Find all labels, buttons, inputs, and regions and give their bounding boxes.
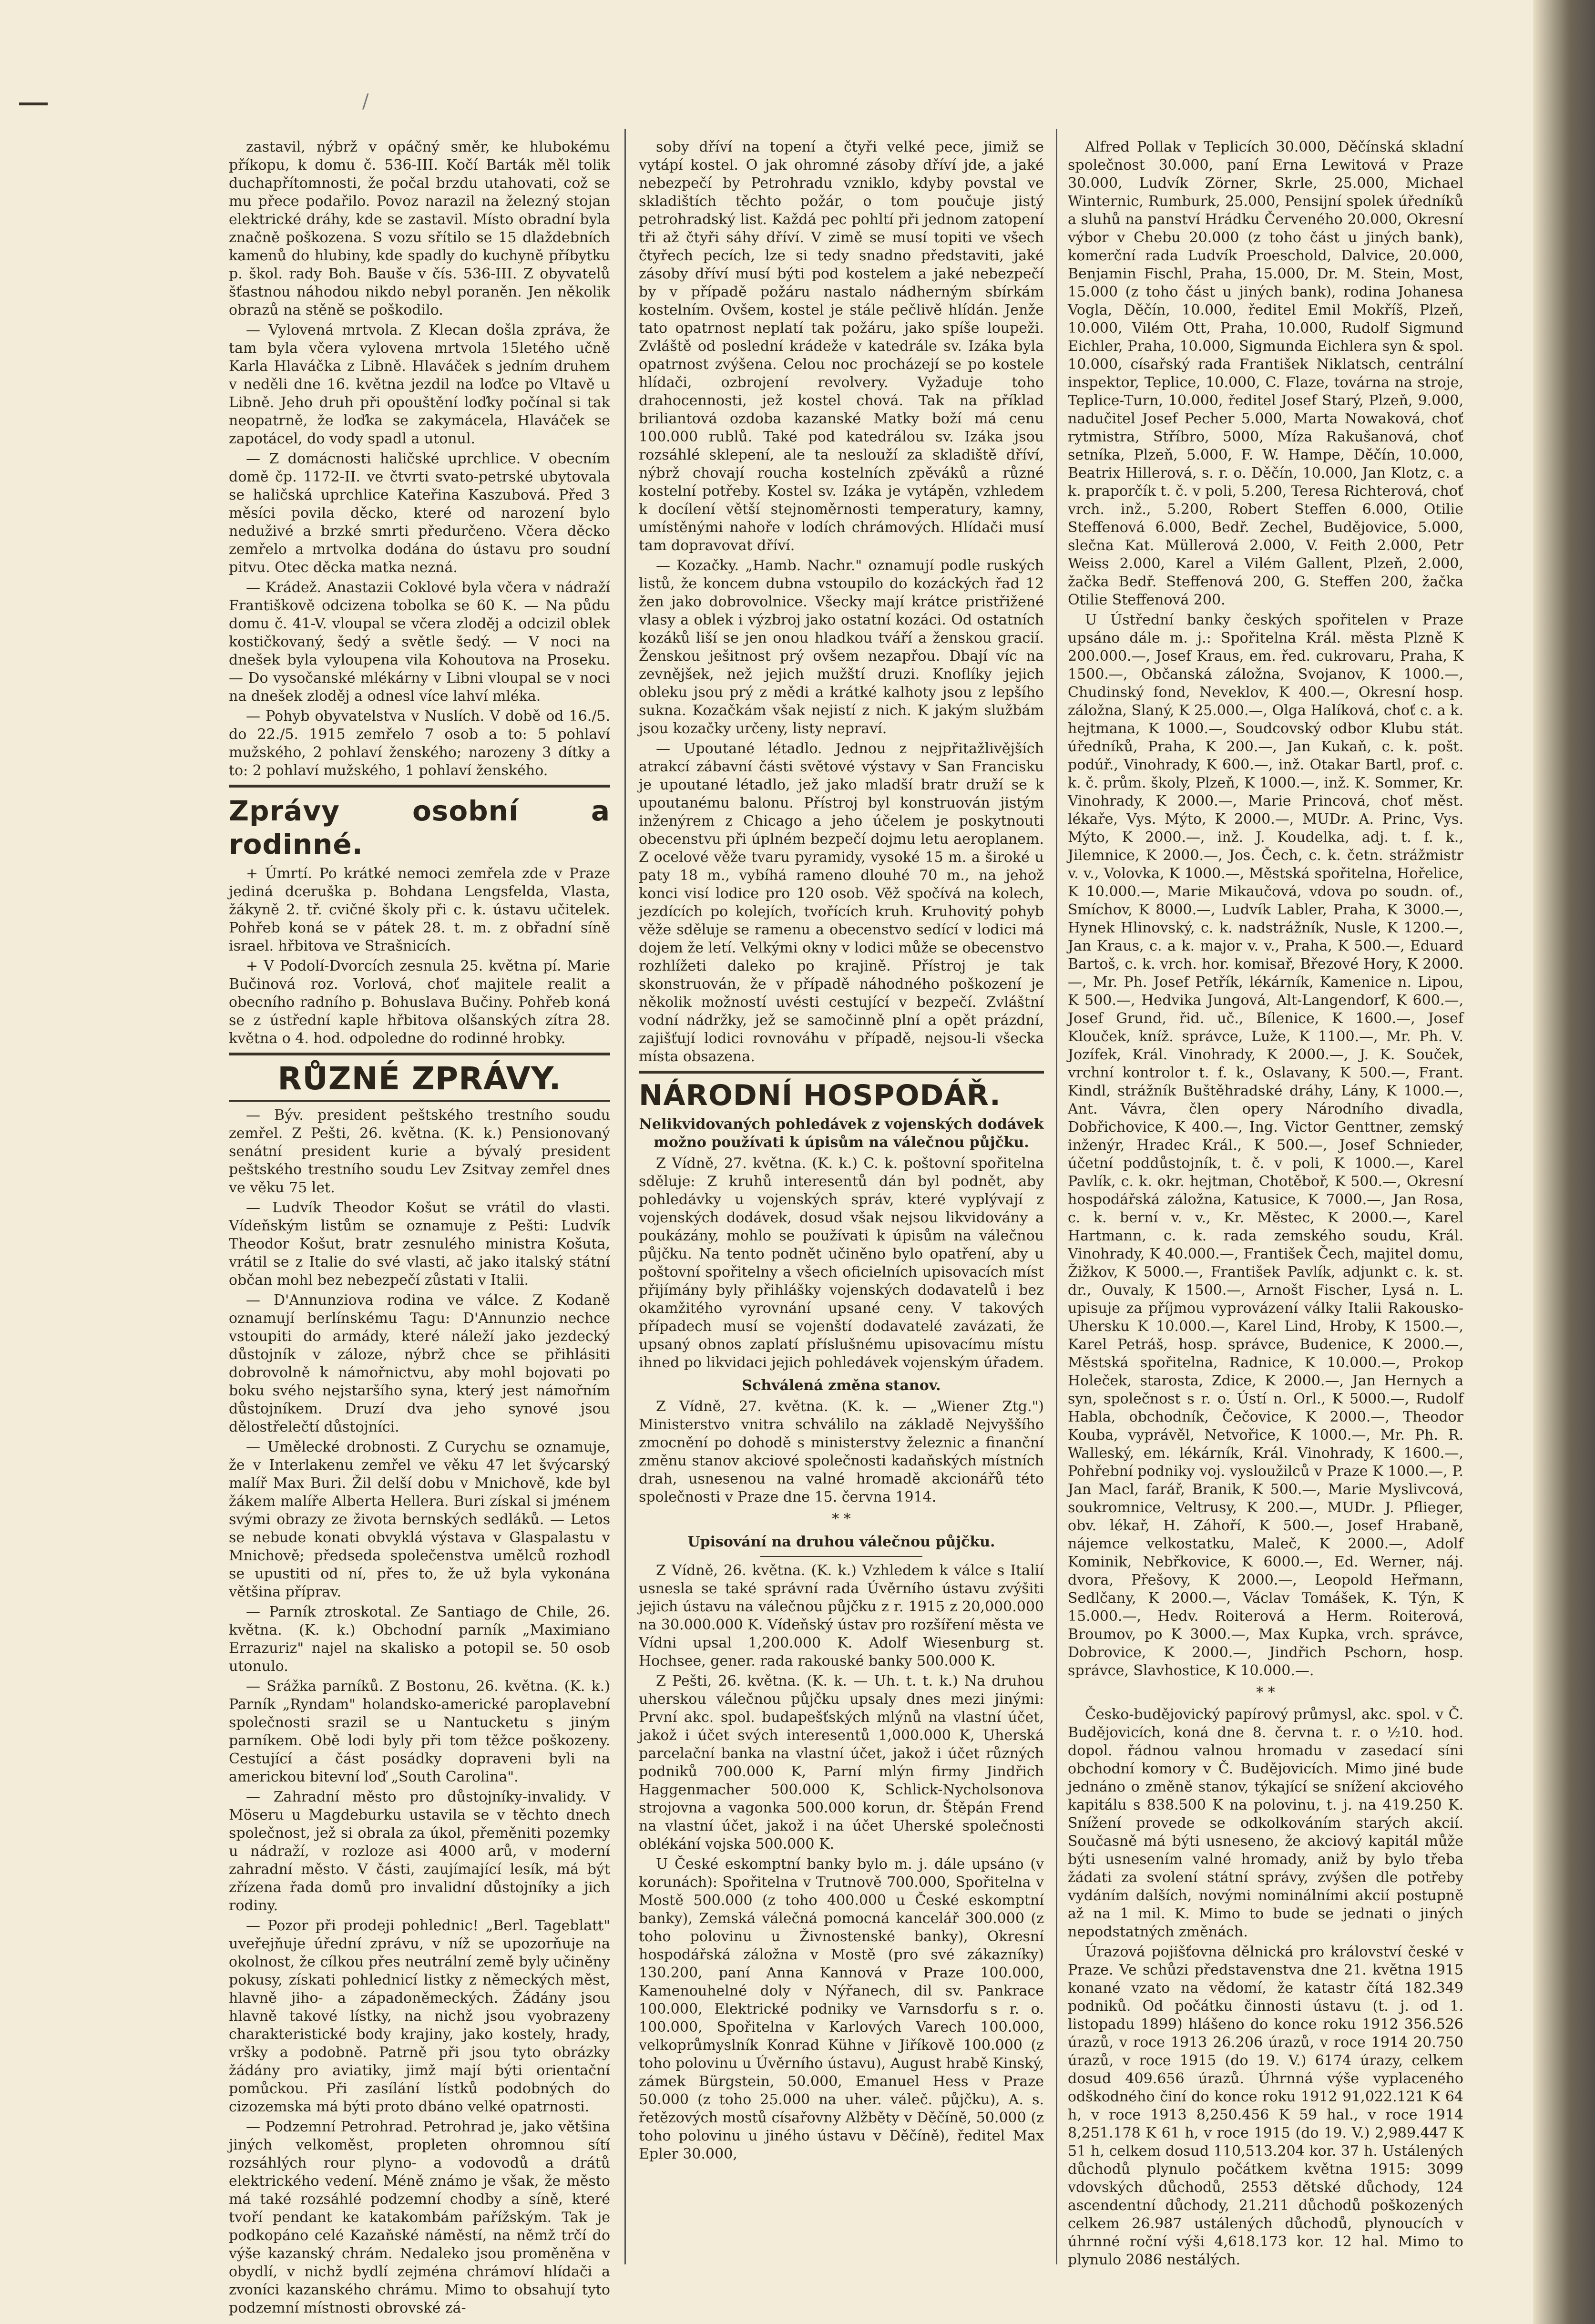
column-3 — [1068, 138, 1463, 2268]
section-title-personal: Zprávy osobní a rodinné. — [229, 795, 610, 860]
article-accident-insurance: Úrazová pojišťovna dělnická pro království české v Praze. Ve schůzi představenstva dne 21. května 1915 konané vzato na vědomí, že katastr čítá 182.349 podniků. Od počátku činnosti ústavu (t. j. od 1. listopadu 1899) hlášeno do konce roku 1912 356.526 úrazů, v roce 1913 26.206 úrazů, v roce 1914 20.750 úrazů, v roce 1915 (do 19. V.) 6174 úrazy, celkem dosud 409.656 úrazů. Úhrnná výše vyplaceného odškodného činí do konce roku 1912 91,022.121 K 64 h, v roce 1913 8,250.456 K 59 hal., v roce 1914 8,251.178 K 61 h, v roce 1915 (do 19. V.) 2,989.447 K 51 h, celkem dosud 110,513.204 kor. 37 h. Ustálených důchodů plynulo počátkem května 1915: 3099 vdovských důchodů, 2553 dětské důchody, 124 ascendentní důchody, 21.211 důchodů poškozených celkem 26.987 ustálených důchodů, plynoucích v úhrnné roční výši 4,618.173 kor. 12 hal. Mimo to plynulo 2086 nestálých. — [1068, 1944, 1463, 2268]
subheading-statutes: Schválená změna stanov. — [742, 1377, 941, 1394]
article-paper-industry: Česko-budějovický papírový průmysl, akc. spol. v Č. Budějovicích, koná dne 8. června t. r. o ½10. hod. dopol. řádnou valnou hromadu v zasedací síni obchodní komory v Č. Budějovicích. Mimo jiné bude jednáno o změně stanov, týkající se snížení akciového kapitálu s 838.500 K na polovinu, t. j. na 419.250 K. Snížení provede se odkolkováním starých akcií. Současně má býti usneseno, že akciový kapitál může býti usnesením valné hromady, aniž by bylo třeba žádati za svolení státní správy, zvýšen dle potřeby vydáním dalších, novými nominálními akcií postupně až na 1 mil. K. Mimo to bude se jednati o jiných nepodstatných změnách. — [1068, 1706, 1463, 1940]
subheading-subscriptions: Upisování na druhou válečnou půjčku. — [687, 1534, 995, 1550]
obituary-vlasta: + Úmrtí. Po krátké nemoci zemřela zde v Praze jediná dceruška p. Bohdana Lengsfelda, Vlasta, žákyně 2. tř. cvičné školy při c. k. ústavu učitelek. Pohřeb koná se v pátek 28. t. m. z obřadní síně israel. hřbitova ve Strašnicích. — [229, 865, 610, 954]
article-kosut: — Ludvík Theodor Košut se vrátil do vlasti. Vídeňským listům se oznamuje z Pešti: Ludvík Theodor Košut, bratr zesnulého ministra Košuta, vrátil se z Italie do své vlasti, ač jako italský státní občan mohl bez nebezpečí zůstati v Italii. — [229, 1199, 610, 1289]
article-shipwreck: — Parník ztroskotal. Ze Santiago de Chile, 26. května. (K. k.) Obchodní parník „Maximiano Errazuriz" najel na skalisko a potopil se. 50 osob utonulo. — [229, 1604, 610, 1675]
article-cossack-women: — Kozačky. „Hamb. Nachr." oznamují podle ruských listů, že koncem dubna vstoupilo do kozáckých řad 12 žen jako dobrovolnice. Všecky mají krátce pristřižené vlasy a oblek i výzbroj jako ostatní kozáci. Od ostatních kozáků liší se jen onou hladkou tváří a ženskou gracií. Ženskou ješitnost prý ovšem nezapřou. Dbají víc na zevnějšek, než jejich mužští druzi. Knoflíky jejich obleku jsou prý z mědi a krátké kalhoty jsou z lepšího sukna. Kozačkám však nejistí z nich. K jakým službám jsou kozačky určeny, listy nepraví. — [639, 557, 1044, 737]
article-theft: — Krádež. Anastazii Coklové byla včera v nádraží Františkově odcizena tobolka se 60 K. — Na půdu domu č. 41-V. vloupal se včera zloděj a odcizil oblek kostičkovaný, šedý a světle šedý. — V noci na dnešek byla vyloupena vila Kohoutova na Proseku. — Do vysočanské mlékárny v Libni vloupal se v noci na dnešek zloděj a odnesl více lahví mléka. — [229, 579, 610, 705]
article-statutes: Z Vídně, 27. května. (K. k. — „Wiener Ztg.") Ministerstvo vnitra schválilo na základě Nejvyššího zmocnění po dohodě s ministerstvy železnic a finanční změnu stanov akciové společnosti kadaňských místních drah, usnesenou na valné hromadě akcionářů této společnosti v Praze dne 15. června 1914. — [639, 1398, 1044, 1505]
article-pest-subscriptions: Z Pešti, 26. května. (K. k. — Uh. t. t. k.) Na druhou uherskou válečnou půjčku upsaly dnes mezi jinými: První akc. spol. budapešťských mlýnů na vlastní účet, jakož i účet svých interesentů 1,000.000 K, Uherská parcelační banka na vlastní účet, jakož i účet různých podniků 700.000 K, Parní mlýn firmy Jindřich Haggenmacher 500.000 K, Schlick-Nycholsonova strojovna a vagonka 500.000 korun, dr. Štěpán Frend na vlastní účet, jakož i na účet Uherské společnosti oblékání vojska 500.000 K. — [639, 1673, 1044, 1853]
article-postcards: — Pozor při prodeji pohlednic! „Berl. Tageblatt" uveřejňuje úřední zprávu, v níž se upozorňuje na okolnost, že cílkou přes neutrální země byly učiněny pokusy, získati pohlednicí listky z německých měst, hlavně jiho- a západoněmeckých. Žádány jsou hlavně takové lístky, na nichž jsou vyobrazeny charakteristické body krajiny, jako kostely, hrady, vršky a podobně. Patrně při jsou tyto obrázky žádány pro aviatiky, jimž mají býti orientační pomůckou. Při zasílání lístků podobných do cizozemska má býti proto dbáno velké opatrnosti. — [229, 1917, 610, 2115]
column-1 — [229, 138, 610, 2316]
column-rule-2 — [1056, 129, 1057, 2264]
lead-headline: Nelikvidovaných pohledávek z vojenských dodávek možno používati k úpisům na válečnou půjčku. — [639, 1116, 1044, 1151]
article-drowned-body: — Vylovená mrtvola. Z Klecan došla zpráva, že tam byla včera vylovena mrtvola 15letého učně Karla Hlaváčka z Libně. Hlaváček s jedním druhem v neděli dne 16. května jezdil na loďce po Vltavě u Libně. Jeho druh při opouštění loďky počínal si tak neopatrně, že loďka se zakymácela, Hlaváček se zapotácel, do vody spadl a utonul. — [229, 322, 610, 447]
article-paragraph: Alfred Pollak v Teplicích 30.000, Děčínská skladní společnost 30.000, paní Erna Lewitová v Praze 30.000, Ludvík Zörner, Skrle, 25.000, Michael Winternic, Rumburk, 25.000, Pensijní spolek úředníků a sluhů na panství Hrádku Červeného 20.000, Okresní výbor v Chebu 20.000 (z toho část u jiných bank), komerční rada Ludvík Proeschold, Dalvice, 20.000, Benjamin Fischl, Praha, 15.000, Dr. M. Stein, Most, 15.000 (z toho část u jiných bank), rodina Johanesa Vogla, Děčín, 10.000, ředitel Emil Mokříš, Plzeň, 10.000, Vilém Ott, Praha, 10.000, Rudolf Sigmund Eichler, Praha, 10.000, Sigmunda Eichlera syn & spol. 10.000, císařský rada František Niklatsch, centrální inspektor, Teplice, 10.000, C. Flaze, továrna na stroje, Teplice-Turn, 10.000, ředitel Josef Starý, Plzeň, 9.000, nadučitel Josef Pecher 5.000, Marta Nowaková, choť rytmistra, Stříbro, 5000, Míza Rakušanová, choť setníka, Plzeň, 5.000, F. W. Hampe, Děčín, 10.000, Beatrix Hillerová, s. r. o. Děčín, 10.000, Jan Klotz, c. a k. praporčík t. č. v poli, 5.200, Teresa Richterová, choť vrch. inž., 5.200, Robert Steffen 6.000, Otilie Steffenová 6.000, Bedř. Zechel, Budějovice, 5.000, slečna Kat. Müllerová 2.000, V. Feith 2.000, Petr Weiss 2.000, Karel a Vilém Gallent, Plzeň, 2.000, žačka Bedř. Steffenová 200, G. Steffen 200, žačka Otilie Steffenová 200. — [1068, 139, 1463, 608]
article-art-news: — Umělecké drobnosti. Z Curychu se oznamuje, že v Interlakenu zemřel ve věku 47 let švýcarský malíř Max Buri. Žil delší dobu v Mnichově, kde byl žákem malíře Alberta Hellera. Buri získal si jménem svými obrazy ze života bernských sedláků. — Letos se nebude konati obvyklá výstava v Glaspalastu v Mnichově; předseda společenstva umělců rozhodl se upustiti od ní, přes to, že už byla vykonána většina příprav. — [229, 1439, 610, 1600]
article-collision: — Srážka parníků. Z Bostonu, 26. května. (K. k.) Parník „Ryndam" holandsko-americké paroplavební společnosti srazil se u Nantucketu s jiným parníkem. Obě lodi byly při tom těžce poškozeny. Cestující a část posádky dopraveni byli na americkou bitevní loď „South Carolina". — [229, 1678, 610, 1785]
article-tethered-flyer: — Upoutané létadlo. Jednou z nejpřitažlivějších atrakcí zábavní části světové výstavy v San Francisku je upoutané létadlo, jež jako mladší bratr druží se k upoutanému balonu. Přístroj byl konstruován jistým inženýrem z Chicago a jeho účelem je poskytnouti obecenstvu při úplném bezpečí dojmu letu aeroplanem. Z ocelové věže tvaru pyramidy, vysoké 15 m. a široké u paty 18 m., vybíhá rameno dlouhé 70 m., na jehož konci visí lodice pro 120 osob. Věž spočívá na kolech, jezdících po kolejích, tvořících kruh. Kruhovitý pohyb věže sděluje se ramenu a obecenstvo sedící v lodici má dojem že letí. Velkými okny v lodici může se obecenstvo rozhlížeti daleko po krajině. Přístroj je tak skonstruován, že v případě náhodného poškození je několik možností uvésti cestující v bezpečí. Zvláštní vodní nádržky, jež se samočinně plní a opět prázdní, zajišťují lodici rovnováhu v případě, nejsou-li všecka místa obsazena. — [639, 740, 1044, 1065]
section-divider — [229, 1053, 610, 1055]
column-rule-1 — [624, 129, 626, 2264]
article-war-loan: Z Vídně, 27. května. (K. k.) C. k. poštovní spořitelna sděluje: Z kruhů interesentů dán byl podnět, aby pohledávky u vojenských správ, které vyplývají z vojenských dodávek, dosud však nejsou likvidovány a poukázány, mohlo se používati k úpisům na válečnou půjčku. Na tento podnět učiněno bylo opatření, aby u poštovní spořitelny a všech oficielních upisovacích míst přijímány byly přihlášky vojenských dodavatelů i bez okamžitého vyrovnání upsané ceny. V takových případech musí se vojenští dodavatelé zavázati, že upsaný obnos zaplatí příslušnému upisovacímu místu ihned po likvidaci jejich pohledávek vojenským úřadem. — [639, 1155, 1044, 1371]
article-vienna-subscriptions: Z Vídně, 26. května. (K. k.) Vzhledem k válce s Italií usnesla se také správní rada Úvěrního ústavu zvýšiti jejich ústavu na válečnou půjčku z r. 1915 z 20,000.000 na 30.000.000 K. Vídeňský ústav pro rozšíření města ve Vídni upsal 1,200.000 K. Adolf Wiesenburg st. Hochsee, gener. rada rakouské banky 500.000 K. — [639, 1562, 1044, 1669]
article-paragraph: zastavil, nýbrž v opáčný směr, ke hlubokému příkopu, k domu č. 536-III. Kočí Barták měl tolik duchapřítomnosti, že počal brzdu utahovati, což se mu přece podařilo. Povoz narazil na železný stojan elektrické dráhy, kde se zastavil. Místo obradní byla značně poškozena. S vozu sřítilo se 15 dlaždebních kamenů do hlubiny, kde spadly do kuchyně příbytku p. škol. rady Boh. Bauše v čís. 536-III. Z obyvatelů šťastnou náhodou nikdo nebyl poraněn. Jen několik obrazů na stěně se poškodilo. — [229, 139, 610, 318]
article-refugee: — Z domácnosti haličské uprchlice. V obecním domě čp. 1172-II. ve čtvrti svato-petrské ubytovala se haličská uprchlice Kateřina Kaszubová. Před 3 měsíci povila děcko, které od narození bylo neduživé a brzké smrti předurčeno. Včera děcko zemřelo a mrtvolka dodána do ústavu pro soudní pitvu. Otec děcka matka nezná. — [229, 450, 610, 576]
separator-stars: * * — [1256, 1684, 1275, 1701]
article-paragraph: soby dříví na topení a čtyři velké pece, jimiž se vytápí kostel. O jak ohromné zásoby dříví jde, a jaké nebezpečí by Petrohradu vzniklo, kdyby povstal ve skladištích těchto požár, o tom poučuje jistý petrohradský list. Každá pec pohltí při jednom zatopení tři až čtyři sáhy dříví. V zimě se musí topiti ve všech čtyřech pecích, lze si tedy snadno představiti, jaké zásoby dříví musí býti pod kostelem a jaké nebezpečí by v případě požáru nastalo nádherným sbírkám kostelním. Ovšem, kostel je stále pečlivě hlídán. Jenže tato opatrnost neplatí tak požáru, jako spíše loupeži. Zvláště od poslední krádeže v katedrále sv. Izáka byla opatrnost zvýšena. Celou noc procházejí se po kostele hlídači, ozbrojení revolvery. Vyžaduje toho drahocennosti, jež kostel chová. Tak na příklad briliantová ozdoba kazanské Matky boží má cenu 100.000 rublů. Také pod katedrálou sv. Izáka jsou rozsáhlé sklepení, ale ta neslouží za skladiště dříví, nýbrž chovají roucha kostelních zpěváků a různé kostelní potřeby. Kostel sv. Izáka je vytápěn, vzhledem k docílení větší stejnoměrnosti temperatury, kamny, umístěnými nahoře v lodích chrámových. Hlídači musí tam dopravovat dříví. — [639, 139, 1044, 554]
underline — [760, 1556, 922, 1557]
article-underground-petrograd: — Podzemní Petrohrad. Petrohrad je, jako většina jiných velkoměst, propleten ohromnou sítí rozsáhlých rour plyno- a vodovodů a drátů elektrického vedení. Méně známo je však, že město má také rozsáhlé podzemní chodby a síně, které tvoří pendant ke katakombám pařížským. Tak je podkopáno celé Kazaňské náměstí, na němž trčí do výše kazanský chrám. Nedaleko jsou proměněna v obydlí, v nichž bydlí zejména chrámoví hlídači a zvoníci kazanského chrámu. Mimo to obsahují tyto podzemní místnosti obrovské zá- — [229, 2119, 610, 2316]
section-title-misc: RŮZNÉ ZPRÁVY. — [277, 1060, 562, 1097]
article-dannunzio: — D'Annunziova rodina ve válce. Z Kodaně oznamují berlínskému Tagu: D'Annunzio nechce vstoupiti do armády, které náleží jako jezdecký důstojník v záloze, nýbrž chce se přihlásiti dobrovolně k námořnictvu, aby mohl bojovati po boku svého nejstaršího syna, který jest námořním důstojníkem. Druzí dva jeho synové jsou dělostřelečtí důstojníci. — [229, 1292, 610, 1435]
article-escompte-bank: U České eskomptní banky bylo m. j. dále upsáno (v korunách): Spořitelna v Trutnově 700.000, Spořitelna v Mostě 500.000 (z toho 400.000 u České eskomptní banky), Zemská válečná pomocná kancelář 300.000 (z toho polovinu u Živnostenské banky), Okresní hospodářská záložna v Mostě (pro své zákazníky) 130.200, paní Anna Kannová v Praze 100.000, Kamenouhelné doly v Nýřanech, dil sv. Pankrace 100.000, Elektrické podniky ve Varnsdorfu s r. o. 100.000, Spořitelna v Karlových Varech 100.000, velkoprůmyslník Konrad Kühne v Jiříkově 100.000 (z toho polovinu u Úvěrního ústavu), August hrabě Kinský, zámek Bürgstein, 50.000, Emanuel Hess v Praze 50.000 (z toho 25.000 na uher. váleč. půjčku), A. s. řetězových mostů císařovny Alžběty v Děčíně, 50.000 (z toho polovinu u jiného ústavu v Děčíně), ředitel Max Epler 30.000, — [639, 1856, 1044, 2162]
page-edge-mark — [19, 102, 48, 105]
section-divider — [229, 1100, 610, 1102]
separator-stars: * * — [832, 1511, 851, 1527]
article-population-nusle: — Pohyb obyvatelstva v Nuslích. V době od 16./5. do 22./5. 1915 zemřelo 7 osob a to: 5 pohlaví mužského, 2 pohlaví ženského; narozeny 3 dítky a to: 2 pohlaví mužského, 1 pohlaví ženského. — [229, 708, 610, 779]
section-divider — [229, 785, 610, 788]
page-binding-edge — [1533, 0, 1595, 2324]
column-2 — [639, 138, 1044, 2264]
article-central-bank-subscriptions: U Ústřední banky českých spořitelen v Praze upsáno dále m. j.: Spořitelna Král. města Plzně K 200.000.—, Josef Kraus, em. řed. cukrovaru, Praha, K 1500.—, Občanská záložna, Svojanov, K 1000.—, Chudinský fond, Neveklov, K 400.—, Okresní hosp. záložna, Slaný, K 25.000.—, Olga Halíková, choť c. a k. hejtmana, K 1000.—, Soudcovský odbor Klubu stát. úředníků, Praha, K 200.—, Jan Kukaň, c. k. pošt. podúř., Vinohrady, K 600.—, inž. Otakar Bartl, prof. c. k. č. prům. školy, Plzeň, K 1000.—, inž. K. Sommer, Kr. Vinohrady, K 2000.—, Marie Princová, choť měst. lékaře, Vys. Mýto, K 2000.—, MUDr. A. Princ, Vys. Mýto, K 2000.—, inž. J. Koudelka, adj. t. f. k., Jilemnice, K 2000.—, Jos. Čech, c. k. četn. strážmistr v. v., Volovka, K 1000.—, Městská spořitelna, Hořelice, K 10.000.—, Marie Mikaučová, vdova po soudn. of., Smíchov, K 8000.—, Ludvík Labler, Praha, K 3000.—, Hynek Hlinovský, c. k. nadstrážník, Nusle, K 1200.—, Jan Kraus, c. a k. major v. v., Praha, K 500.—, Eduard Bartoš, c. k. vrch. hor. komisař, Březové Hory, K 2000.—, Mr. Ph. Josef Petřík, lékárník, Kamenice n. Lipou, K 500.—, Hedvika Jungová, Alt-Langendorf, K 600.—, Josef Grund, řid. uč., Bílenice, K 1600.—, Josef Klouček, kníž. správce, Luže, K 1100.—, Mr. Ph. V. Jozífek, Král. Vinohrady, K 2000.—, J. K. Souček, vrchní kontrolor t. f. k., Oslavany, K 500.—, Frant. Kindl, strážník Buštěhradské dráhy, Lány, K 1000.—, Ant. Vávra, člen opery Národního divadla, Dobřichovice, K 400.—, Ing. Victor Genttner, zemský inženýr, Hradec Král., K 500.—, Josef Schnieder, účetní poddůstojník, t. č. v poli, K 1000.—, Karel Pavlík, c. k. okr. hejtman, Chotěboř, K 500.—, Okresní hospodářská záložna, Katusice, K 7000.—, Jan Rosa, c. k. berní v. v., Kr. Městec, K 2000.—, Karel Hartmann, c. k. rada zemského soudu, Král. Vinohrady, K 40.000.—, František Čech, majitel domu, Žižkov, K 5000.—, František Pavlík, adjunkt c. k. st. dr., Ouvaly, K 1500.—, Arnošt Fischer, Lysá n. L. upisuje za příjmou vyprovázení války Italii Rakousko-Uhersku K 10.000.—, Karel Lind, Hroby, K 1500.—, Karel Petráš, hosp. správce, Budenice, K 2000.—, Městská spořitelna, Radnice, K 10.000.—, Prokop Holeček, starosta, Zdice, K 2000.—, Jan Hernych a syn, společnost s r. o. Ústí n. Orl., K 5000.—, Rudolf Habla, obchodník, Čečovice, K 2000.—, Theodor Kouba, vyprávěl, Netvořice, K 1000.—, Mr. Ph. R. Walleský, em. lékárník, Král. Vinohrady, K 1600.—, Pohřební podniky voj. vysloužilců v Praze K 1000.—, P. Jan Macl, farář, Branik, K 500.—, Marie Myslivcová, soukromnice, Veltrusy, K 200.—, MUDr. J. Pflieger, obv. lékař, H. Záhoří, K 500.—, Josef Hrabaně, nájemce velkostatku, Maleč, K 2000.—, Adolf Kominik, Nebřkovice, K 6000.—, Ed. Werner, náj. dvora, Přešovy, K 2000.—, Leopold Heřmann, Sedlčany, K 2000.—, Václav Tomášek, K. Týn, K 15.000.—, Hedv. Roiterová a Herm. Roiterová, Broumov, po K 3000.—, Max Kupka, vrch. správce, Dobrovice, K 2000.—, Jindřich Pschorn, hosp. správce, Slavhostice, K 10.000.—. — [1068, 612, 1463, 1679]
section-divider — [639, 1071, 1044, 1074]
article-garden-city: — Zahradní město pro důstojníky-invalidy. V Möseru u Magdeburku ustavila se v těchto dnech společnost, jež si obrala za úkol, přeměniti pozemky u nádraží, v rozloze asi 4000 arů, v moderní zahradní město. V části, zaujímající lesík, má být zřízena řada domů pro invalidní důstojníky a jich rodiny. — [229, 1789, 610, 1914]
article-zsitvay: — Býv. president peštského trestního soudu zemřel. Z Pešti, 26. května. (K. k.) Pensionovaný senátní president kurie a bývalý president peštského trestního soudu Lev Zsitvay zemřel dnes ve věku 75 let. — [229, 1107, 610, 1196]
section-title-economy: NÁRODNÍ HOSPODÁŘ. — [639, 1079, 1001, 1112]
pencil-mark: / — [362, 91, 369, 113]
obituary-marie: + V Podolí-Dvorcích zesnula 25. května pí. Marie Bučinová roz. Vorlová, choť majitele realit a obecního radního p. Bohuslava Bučiny. Pohřeb koná se z ústřední kaple hřbitova olšanských zítra 28. května o 4. hod. odpoledne do rodinné hrobky. — [229, 958, 610, 1047]
